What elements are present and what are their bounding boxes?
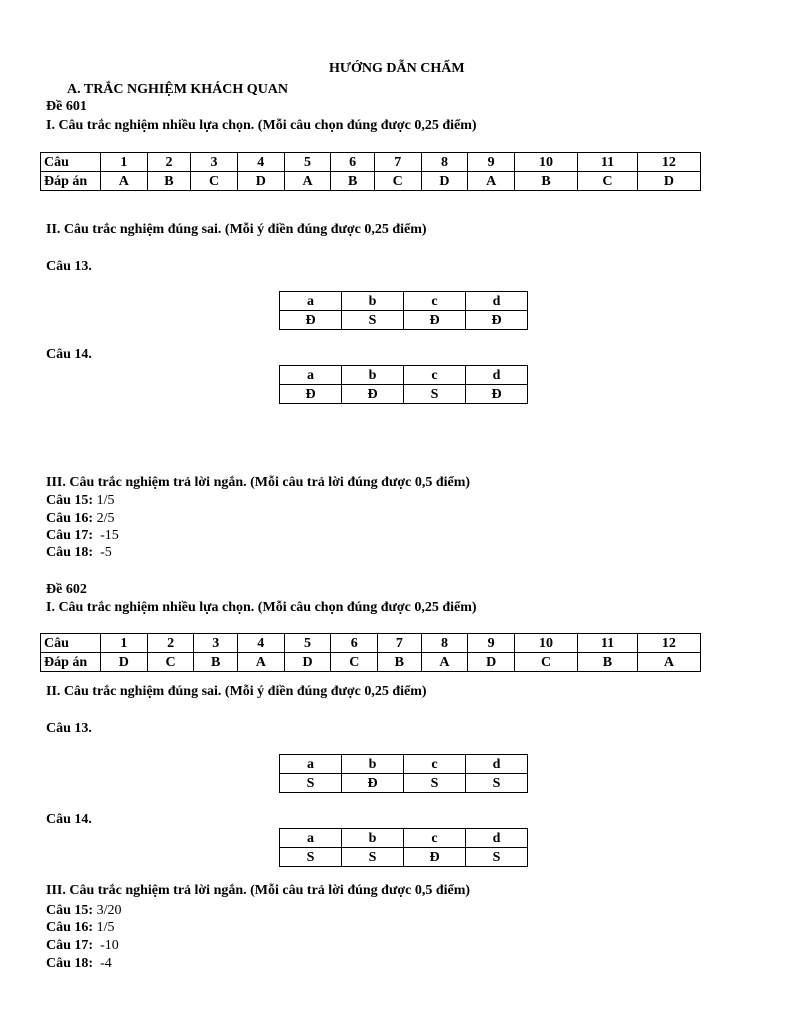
table-cell: A — [284, 172, 331, 191]
table-cell: 5 — [284, 634, 331, 653]
short-label: Câu 15: — [46, 903, 94, 918]
table-cell: 1 — [101, 634, 148, 653]
exam-601-part2-heading: II. Câu trắc nghiệm đúng sai. (Mỗi ý điền đúng được 0,25 điểm) — [46, 222, 427, 237]
table-cell: d — [466, 366, 528, 385]
table-cell: a — [280, 292, 342, 311]
exam-602-q18 — [46, 955, 112, 972]
table-cell: 11 — [578, 634, 638, 653]
exam-602-q14-label: Câu 14. — [46, 812, 92, 827]
table-cell: c — [404, 366, 466, 385]
exam-601-q14-table — [279, 365, 528, 404]
exam-602-q13-header-row — [280, 755, 528, 774]
table-cell: 3 — [191, 153, 238, 172]
exam-601-q14-header-row — [280, 366, 528, 385]
table-cell: Câu — [41, 153, 101, 172]
short-value: -15 — [93, 528, 119, 543]
table-cell: b — [342, 755, 404, 774]
short-value: 1/5 — [93, 920, 115, 935]
table-cell: 7 — [378, 634, 421, 653]
short-label: Câu 16: — [46, 920, 94, 935]
short-label: Câu 15: — [46, 493, 94, 508]
exam-602-q13-table — [279, 754, 528, 793]
table-cell: 11 — [578, 153, 638, 172]
table-cell: Đ — [342, 385, 404, 404]
short-label: Câu 17: — [46, 938, 94, 953]
exam-601-mc-answer-row — [41, 172, 701, 191]
table-cell: d — [466, 292, 528, 311]
exam-602-q17 — [46, 937, 119, 954]
table-cell: C — [331, 653, 378, 672]
table-cell: D — [637, 172, 700, 191]
exam-602-q14-answer-row — [280, 848, 528, 867]
table-cell: S — [280, 848, 342, 867]
exam-602-part2-heading: II. Câu trắc nghiệm đúng sai. (Mỗi ý điền đúng được 0,25 điểm) — [46, 684, 427, 699]
exam-601-q13-table — [279, 291, 528, 330]
table-cell: 2 — [147, 153, 190, 172]
exam-602-part3-heading: III. Câu trắc nghiệm trả lời ngắn. (Mỗi câu trả lời đúng được 0,5 điểm) — [46, 883, 471, 898]
exam-601-q13-answer-row — [280, 311, 528, 330]
table-cell: C — [515, 653, 578, 672]
exam-602-q13-label: Câu 13. — [46, 721, 92, 736]
table-cell: S — [466, 774, 528, 793]
table-cell: 3 — [194, 634, 237, 653]
table-cell: d — [466, 829, 528, 848]
table-cell: B — [578, 653, 638, 672]
short-value: 2/5 — [93, 511, 115, 526]
exam-602-q15 — [46, 902, 121, 919]
exam-601-q15 — [46, 492, 114, 509]
exam-602-part1-heading: I. Câu trắc nghiệm nhiều lựa chọn. (Mỗi câu chọn đúng được 0,25 điểm) — [46, 600, 477, 615]
table-cell: d — [466, 755, 528, 774]
table-cell: 4 — [237, 153, 284, 172]
exam-601-part3-heading: III. Câu trắc nghiệm trả lời ngắn. (Mỗi câu trả lời đúng được 0,5 điểm) — [46, 475, 471, 490]
table-cell: B — [331, 172, 374, 191]
exam-601-mc-table — [40, 152, 701, 191]
table-cell: 5 — [284, 153, 331, 172]
table-cell: B — [378, 653, 421, 672]
table-cell: C — [578, 172, 638, 191]
table-cell: 8 — [421, 153, 468, 172]
table-cell: Đáp án — [41, 172, 101, 191]
table-cell: 1 — [101, 153, 148, 172]
table-cell: Đ — [404, 848, 466, 867]
table-cell: S — [342, 848, 404, 867]
table-cell: a — [280, 366, 342, 385]
table-cell: S — [280, 774, 342, 793]
table-cell: a — [280, 829, 342, 848]
table-cell: A — [637, 653, 700, 672]
short-value: -5 — [93, 545, 112, 560]
table-cell: 4 — [237, 634, 284, 653]
short-value: -10 — [93, 938, 119, 953]
table-cell: D — [237, 172, 284, 191]
exam-602-q14-table — [279, 828, 528, 867]
exam-601-q14-label: Câu 14. — [46, 347, 92, 362]
table-cell: Đ — [466, 385, 528, 404]
exam-602-mc-answer-row — [41, 653, 701, 672]
table-cell: 6 — [331, 153, 374, 172]
table-cell: C — [147, 653, 194, 672]
table-cell: Đ — [280, 311, 342, 330]
exam-601-q13-label: Câu 13. — [46, 259, 92, 274]
table-cell: 7 — [374, 153, 421, 172]
table-cell: Câu — [41, 634, 101, 653]
exam-602-q13-answer-row — [280, 774, 528, 793]
short-label: Câu 16: — [46, 511, 94, 526]
table-cell: B — [515, 172, 578, 191]
table-cell: A — [421, 653, 468, 672]
table-cell: S — [404, 774, 466, 793]
table-cell: 12 — [637, 153, 700, 172]
table-cell: a — [280, 755, 342, 774]
table-cell: 9 — [468, 153, 515, 172]
table-cell: S — [466, 848, 528, 867]
table-cell: 8 — [421, 634, 468, 653]
table-cell: Đáp án — [41, 653, 101, 672]
table-cell: c — [404, 829, 466, 848]
exam-601-q18 — [46, 544, 112, 561]
table-cell: Đ — [342, 774, 404, 793]
table-cell: b — [342, 292, 404, 311]
exam-602-q14-header-row — [280, 829, 528, 848]
table-cell: b — [342, 366, 404, 385]
exam-602-mc-header-row — [41, 634, 701, 653]
short-label: Câu 17: — [46, 528, 94, 543]
table-cell: S — [404, 385, 466, 404]
table-cell: D — [284, 653, 331, 672]
exam-602-q16 — [46, 919, 114, 936]
table-cell: c — [404, 755, 466, 774]
table-cell: Đ — [466, 311, 528, 330]
table-cell: 10 — [515, 153, 578, 172]
table-cell: Đ — [280, 385, 342, 404]
exam-602-mc-table — [40, 633, 701, 672]
table-cell: 9 — [468, 634, 515, 653]
exam-601-q14-answer-row — [280, 385, 528, 404]
short-label: Câu 18: — [46, 545, 94, 560]
table-cell: 2 — [147, 634, 194, 653]
page-title: HƯỚNG DẪN CHẤM — [329, 61, 465, 76]
table-cell: C — [191, 172, 238, 191]
exam-601-q16 — [46, 510, 114, 527]
table-cell: C — [374, 172, 421, 191]
exam-602-code: Đề 602 — [46, 582, 87, 597]
exam-601-q13-header-row — [280, 292, 528, 311]
exam-601-q17 — [46, 527, 119, 544]
short-label: Câu 18: — [46, 956, 94, 971]
exam-601-mc-header-row — [41, 153, 701, 172]
exam-601-code: Đề 601 — [46, 99, 87, 114]
short-value: 1/5 — [93, 493, 115, 508]
table-cell: A — [237, 653, 284, 672]
table-cell: c — [404, 292, 466, 311]
table-cell: b — [342, 829, 404, 848]
table-cell: 10 — [515, 634, 578, 653]
exam-601-part1-heading: I. Câu trắc nghiệm nhiều lựa chọn. (Mỗi câu chọn đúng được 0,25 điểm) — [46, 118, 477, 133]
short-value: 3/20 — [93, 903, 122, 918]
table-cell: S — [342, 311, 404, 330]
table-cell: B — [147, 172, 190, 191]
table-cell: 6 — [331, 634, 378, 653]
table-cell: A — [101, 172, 148, 191]
table-cell: A — [468, 172, 515, 191]
table-cell: Đ — [404, 311, 466, 330]
table-cell: 12 — [637, 634, 700, 653]
section-a-heading: A. TRẮC NGHIỆM KHÁCH QUAN — [67, 82, 289, 97]
table-cell: D — [101, 653, 148, 672]
short-value: -4 — [93, 956, 112, 971]
table-cell: D — [421, 172, 468, 191]
table-cell: B — [194, 653, 237, 672]
table-cell: D — [468, 653, 515, 672]
